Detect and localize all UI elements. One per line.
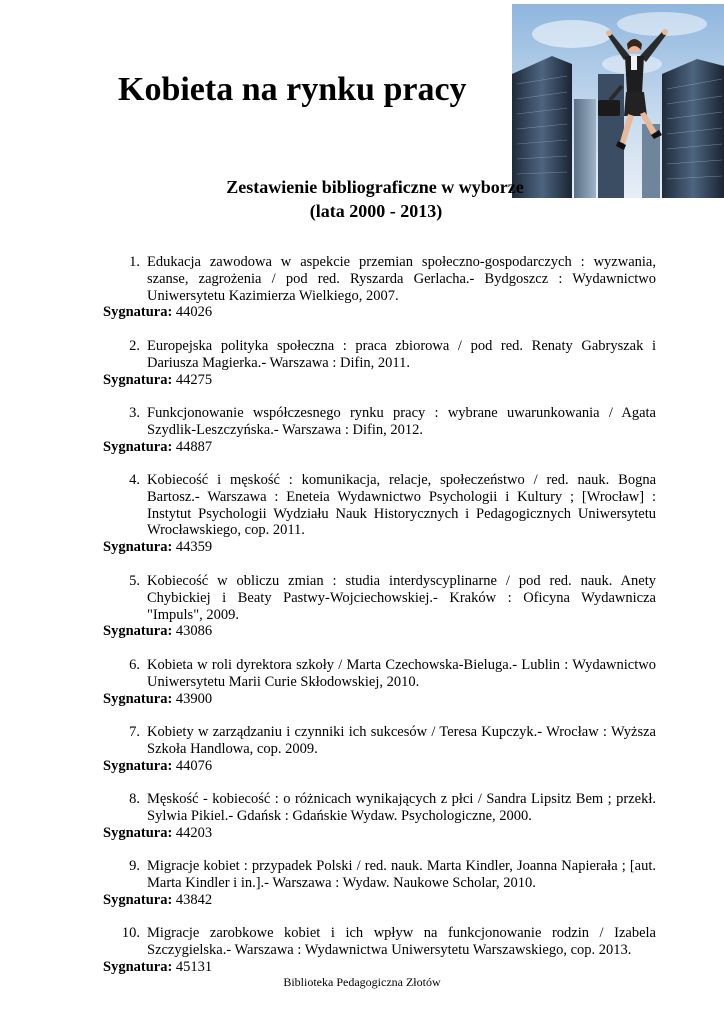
item-description: Migracje zarobkowe kobiet i ich wpływ na funkcjonowanie rodzin / Izabela Szczygielska.- Warszawa : Wydawnictwa Uniwersytetu Warszawskiego, cop. 2013.	[147, 925, 656, 958]
subtitle: Zestawienie bibliograficzne w wyborze	[226, 177, 524, 197]
item-description: Kobiecość i męskość : komunikacja, relacje, społeczeństwo / red. nauk. Bogna Bartosz.- Warszawa : Eneteia Wydawnictwo Psychologii i Kultury ; [Wrocław] : Instytut Psychologii Wydziału Nauk Historycznych i Pedagogicznych Uniwersytetu Wrocławskiego, cop. 2011.	[147, 472, 656, 539]
signature-label: Sygnatura:	[103, 304, 173, 321]
item-signature	[103, 825, 656, 842]
list-item	[103, 657, 656, 724]
signature-value: 44076	[175, 757, 213, 774]
signature-label: Sygnatura:	[103, 891, 173, 908]
item-signature	[103, 758, 656, 775]
signature-value: 44026	[175, 304, 213, 321]
item-number: 4.	[129, 472, 140, 488]
item-number: 6.	[129, 657, 140, 673]
list-item	[103, 791, 656, 858]
signature-label: Sygnatura:	[103, 757, 173, 774]
list-item	[103, 405, 656, 472]
item-description: Kobiety w zarządzaniu i czynniki ich sukcesów / Teresa Kupczyk.- Wrocław : Wyższa Szkoła Handlowa, cop. 2009.	[147, 724, 656, 757]
item-number: 7.	[129, 724, 140, 740]
item-description: Europejska polityka społeczna : praca zbiorowa / pod red. Renaty Gabryszak i Dariusza Magierka.- Warszawa : Difin, 2011.	[147, 338, 656, 371]
list-item	[103, 472, 656, 573]
list-item	[103, 858, 656, 925]
list-item	[103, 573, 656, 657]
item-description: Kobiecość w obliczu zmian : studia interdyscyplinarne / pod red. nauk. Anety Chybickiej i Beaty Pastwy-Wojciechowskiej.- Kraków : Oficyna Wydawnicza "Impuls", 2009.	[147, 573, 656, 623]
item-description: Migracje kobiet : przypadek Polski / red. nauk. Marta Kindler, Joanna Napierała ; [aut. Marta Kindler i in.].- Warszawa : Wydaw. Naukowe Scholar, 2010.	[147, 858, 656, 891]
businesswoman-jumping-image	[512, 4, 724, 198]
item-number: 10.	[121, 925, 140, 941]
signature-label: Sygnatura:	[103, 539, 173, 556]
item-number: 5.	[129, 573, 140, 589]
footer-library-name: Biblioteka Pedagogiczna Złotów	[283, 975, 441, 989]
item-number: 9.	[129, 858, 140, 874]
item-number: 2.	[129, 338, 140, 354]
signature-value: 44887	[175, 438, 213, 455]
item-description: Kobieta w roli dyrektora szkoły / Marta Czechowska-Bieluga.- Lublin : Wydawnictwo Uniwersytetu Marii Curie Skłodowskiej, 2010.	[147, 657, 656, 690]
signature-label: Sygnatura:	[103, 958, 173, 975]
item-signature	[103, 623, 656, 640]
signature-label: Sygnatura:	[103, 438, 173, 455]
item-signature	[103, 959, 656, 976]
item-number: 1.	[129, 254, 140, 270]
bibliography-list	[103, 254, 656, 975]
page-title: Kobieta na rynku pracy	[118, 71, 467, 108]
header-photo	[512, 4, 724, 198]
signature-value: 45131	[175, 958, 213, 975]
item-description: Edukacja zawodowa w aspekcie przemian społeczno-gospodarczych : wyzwania, szanse, zagrożenia / pod red. Ryszarda Gerlacha.- Bydgoszcz : Wydawnictwo Uniwersytetu Kazimierza Wielkiego, 2007.	[147, 254, 656, 304]
item-signature	[103, 304, 656, 321]
subtitle-years: (lata 2000 - 2013)	[309, 201, 443, 221]
list-item	[103, 254, 656, 338]
item-description: Funkcjonowanie współczesnego rynku pracy : wybrane uwarunkowania / Agata Szydlik-Leszczyńska.- Warszawa : Difin, 2012.	[147, 405, 656, 438]
signature-value: 43842	[175, 891, 213, 908]
item-description: Męskość - kobiecość : o różnicach wynikających z płci / Sandra Lipsitz Bem ; przekł. Sylwia Pikiel.- Gdańsk : Gdańskie Wydaw. Psychologiczne, 2000.	[147, 791, 656, 824]
item-signature	[103, 892, 656, 909]
signature-value: 44203	[175, 824, 213, 841]
signature-value: 44359	[175, 539, 213, 556]
item-signature	[103, 539, 656, 556]
item-number: 3.	[129, 405, 140, 421]
list-item	[103, 338, 656, 405]
item-signature	[103, 439, 656, 456]
signature-label: Sygnatura:	[103, 824, 173, 841]
item-signature	[103, 372, 656, 389]
signature-value: 43086	[175, 623, 213, 640]
item-signature	[103, 691, 656, 708]
list-item	[103, 925, 656, 975]
item-number: 8.	[129, 791, 140, 807]
signature-label: Sygnatura:	[103, 371, 173, 388]
signature-value: 44275	[175, 371, 213, 388]
signature-label: Sygnatura:	[103, 623, 173, 640]
signature-label: Sygnatura:	[103, 690, 173, 707]
list-item	[103, 724, 656, 791]
signature-value: 43900	[175, 690, 213, 707]
